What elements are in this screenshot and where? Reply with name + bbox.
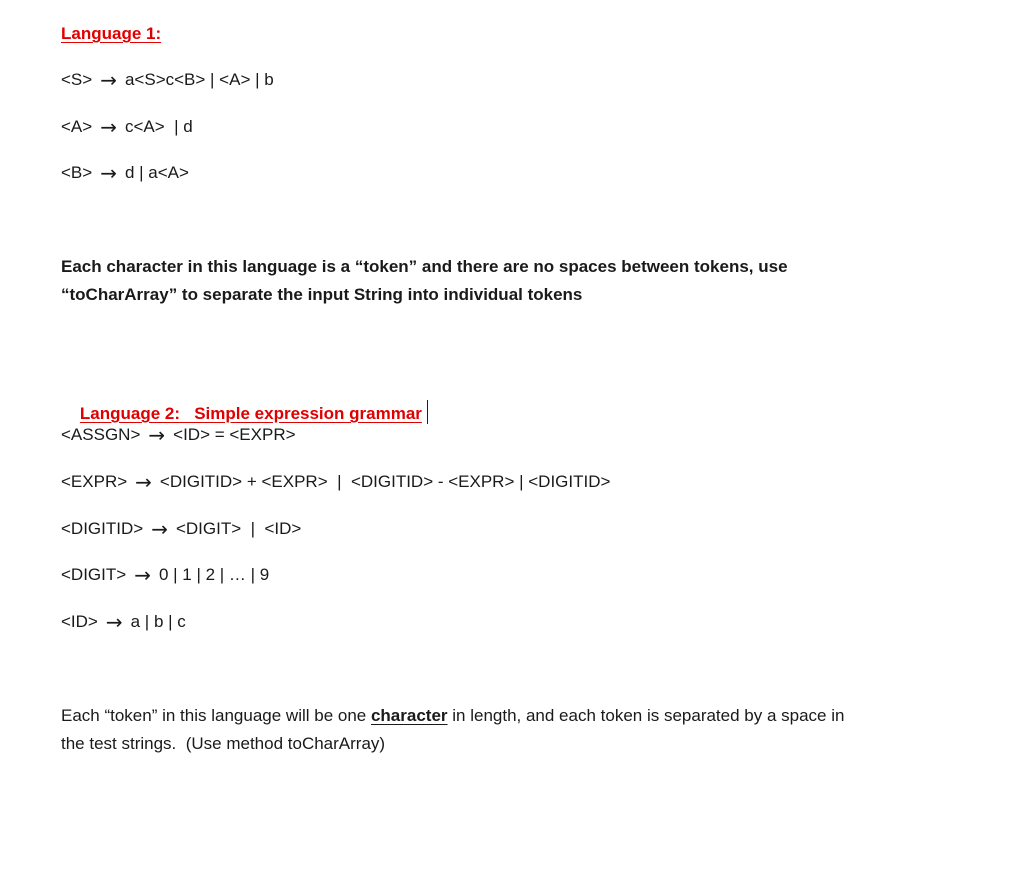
- rule-lhs: <DIGITID>: [61, 519, 144, 538]
- language-1-heading: Language 1:: [61, 24, 162, 43]
- language-1-note-line-2: “toCharArray” to separate the input String into individual tokens: [61, 285, 583, 304]
- arrow-icon: →: [135, 470, 152, 494]
- arrow-icon: →: [151, 517, 168, 541]
- grammar-rule-digitid: [61, 518, 301, 540]
- arrow-icon: →: [148, 423, 166, 447]
- grammar-rule-id: [61, 611, 186, 633]
- rule-rhs: a | b | c: [130, 612, 186, 631]
- language-2-note-line-1: [61, 705, 844, 727]
- note-text: Each “token” in this language will be one: [61, 706, 371, 725]
- rule-rhs: 0 | 1 | 2 | … | 9: [158, 565, 270, 584]
- arrow-icon: →: [134, 563, 151, 587]
- grammar-rule-a: [61, 116, 193, 138]
- rule-lhs: <ASSGN>: [61, 425, 141, 444]
- note-emphasis: character: [370, 706, 448, 725]
- grammar-rule-b: [61, 162, 189, 184]
- grammar-rule-digit: [61, 564, 269, 586]
- arrow-icon: →: [105, 610, 123, 634]
- note-text: in length, and each token is separated by a space in: [447, 706, 845, 725]
- language-2-note-line-2: the test strings. (Use method toCharArray): [61, 734, 386, 753]
- rule-rhs: d | a<A>: [124, 163, 189, 182]
- arrow-icon: →: [100, 115, 117, 139]
- arrow-icon: →: [100, 68, 117, 92]
- rule-rhs: a<S>c<B> | <A> | b: [124, 70, 274, 89]
- rule-lhs: <DIGIT>: [61, 565, 127, 584]
- rule-lhs: <A>: [61, 117, 93, 136]
- rule-lhs: <EXPR>: [61, 472, 128, 491]
- arrow-icon: →: [100, 161, 117, 185]
- rule-lhs: <S>: [61, 70, 93, 89]
- grammar-rule-s: [61, 69, 274, 91]
- grammar-rule-assgn: [61, 424, 296, 446]
- rule-rhs: c<A> | d: [124, 117, 193, 136]
- rule-lhs: <ID>: [61, 612, 98, 631]
- rule-rhs: <DIGIT> | <ID>: [175, 519, 302, 538]
- language-1-note-line-1: Each character in this language is a “token” and there are no spaces between tokens, use: [61, 257, 788, 276]
- rule-rhs: <DIGITID> + <EXPR> | <DIGITID> - <EXPR> | <DIGITID>: [159, 472, 611, 491]
- language-2-heading: Language 2: Simple expression grammar: [79, 404, 422, 423]
- rule-lhs: <B>: [61, 163, 93, 182]
- text-cursor: [427, 400, 428, 424]
- rule-rhs: <ID> = <EXPR>: [173, 425, 296, 444]
- grammar-rule-expr: [61, 471, 610, 493]
